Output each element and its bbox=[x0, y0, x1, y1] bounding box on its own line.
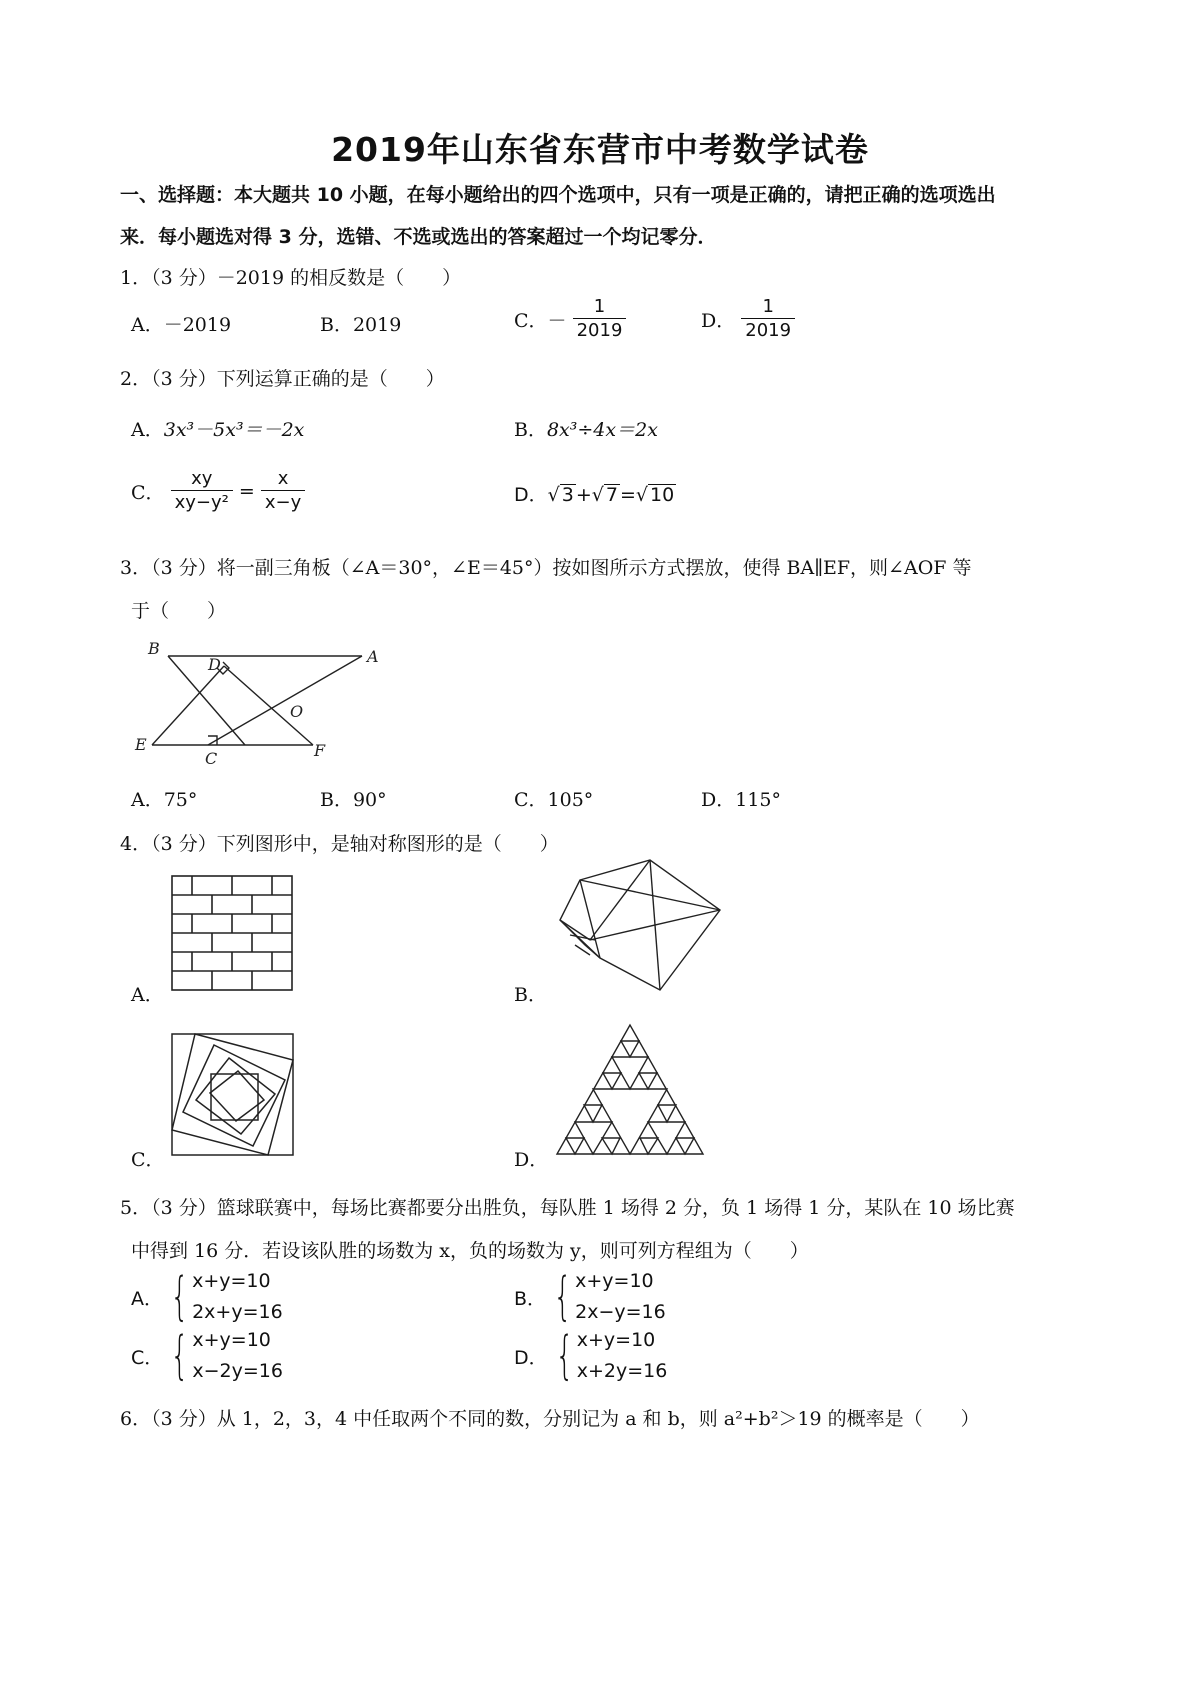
q2-c-num1: xy bbox=[191, 468, 213, 489]
q1-c-denominator: 2019 bbox=[573, 318, 627, 343]
q2-d-plus: + bbox=[575, 484, 592, 506]
brace-icon: { bbox=[170, 1326, 189, 1386]
q1-d-denominator: 2019 bbox=[741, 318, 795, 343]
q2-d-radicand-2: 7 bbox=[605, 484, 618, 506]
q1-option-a: A．－2019 bbox=[131, 314, 232, 336]
q5-c-eq1: x+y=10 bbox=[192, 1329, 271, 1351]
brace-icon: { bbox=[555, 1326, 574, 1386]
q5-option-c bbox=[131, 1325, 283, 1387]
q5-c-system bbox=[131, 1325, 283, 1387]
brace-icon: { bbox=[553, 1267, 572, 1327]
q5-option-b bbox=[514, 1266, 666, 1328]
q5-d-label: D． bbox=[514, 1346, 548, 1369]
q5-d-eq2: x+2y=16 bbox=[576, 1360, 668, 1382]
q5-b-system bbox=[514, 1266, 666, 1328]
q4-stem: 4．（3 分）下列图形中，是轴对称图形的是（ ） bbox=[120, 833, 559, 855]
q2-option-b-label: B． bbox=[514, 419, 547, 441]
brace-icon: { bbox=[170, 1267, 189, 1327]
q3-stem-line1: 3．（3 分）将一副三角板（∠A＝30°，∠E＝45°）按如图所示方式摆放，使得 BA∥EF，则∠AOF 等 bbox=[120, 557, 972, 579]
q5-a-eq1: x+y=10 bbox=[192, 1270, 271, 1292]
q5-c-lines bbox=[192, 1325, 283, 1387]
label-c: C bbox=[205, 749, 218, 768]
q5-option-a bbox=[131, 1266, 283, 1328]
q2-option-a-label: A． bbox=[131, 419, 164, 441]
q5-d-system bbox=[514, 1325, 667, 1387]
q5-b-eq2: 2x−y=16 bbox=[575, 1301, 666, 1323]
q5-option-d bbox=[514, 1325, 667, 1387]
q2-d-radicand-3: 10 bbox=[650, 484, 675, 506]
q2-stem: 2．（3 分）下列运算正确的是（ ） bbox=[120, 368, 445, 390]
q2-option-b-expr: 8x³÷4x＝2x bbox=[546, 419, 658, 441]
q5-c-label: C． bbox=[131, 1346, 164, 1369]
q5-d-lines bbox=[577, 1325, 668, 1387]
q2-option-d-label: D． bbox=[514, 484, 548, 506]
section-heading-line2: 来．每小题选对得 3 分，选错、不选或选出的答案超过一个均记零分． bbox=[120, 226, 717, 248]
q3-option-c: C．105° bbox=[514, 789, 594, 811]
q5-a-lines bbox=[192, 1266, 283, 1328]
q3-option-a: A．75° bbox=[131, 789, 198, 811]
q2-option-d: D．√ 3 +√ 7 =√ 10 bbox=[514, 484, 675, 506]
q1-option-d-label: D． bbox=[701, 310, 736, 332]
q4-option-b: B． bbox=[514, 984, 547, 1006]
q5-b-lines bbox=[575, 1266, 666, 1328]
q4-option-d: D． bbox=[514, 1149, 549, 1171]
q3-option-d: D．115° bbox=[701, 789, 781, 811]
label-a: A bbox=[367, 647, 379, 666]
q1-d-numerator: 1 bbox=[762, 296, 774, 317]
q2-option-a-expr: 3x³－5x³＝－2x bbox=[163, 419, 305, 441]
section-heading-line1: 一、选择题：本大题共 10 小题，在每小题给出的四个选项中，只有一项是正确的，请把正确的选项选出 bbox=[120, 184, 996, 206]
q4-option-a: A． bbox=[131, 984, 164, 1006]
q2-c-den1: xy−y² bbox=[171, 490, 233, 515]
q2-c-equals: = bbox=[238, 480, 255, 503]
q1-option-b: B．2019 bbox=[320, 314, 402, 336]
q4-option-c: C． bbox=[131, 1149, 165, 1171]
q1-c-numerator: 1 bbox=[593, 296, 606, 317]
q5-d-eq1: x+y=10 bbox=[576, 1329, 656, 1351]
q6-stem: 6．（3 分）从 1，2，3，4 中任取两个不同的数，分别记为 a 和 b，则 a²+b²＞19 的概率是（ ） bbox=[120, 1408, 980, 1430]
q2-d-equals: = bbox=[619, 484, 636, 506]
q1-option-c-label: C．－ bbox=[514, 310, 567, 332]
page-title: 2019年山东省东营市中考数学试卷 bbox=[331, 130, 869, 169]
q5-a-system bbox=[131, 1266, 283, 1328]
label-b: B bbox=[148, 639, 160, 658]
q2-d-radicand-1: 3 bbox=[561, 484, 574, 506]
q2-c-num2: x bbox=[277, 468, 289, 489]
q5-stem-line1: 5．（3 分）篮球联赛中，每场比赛都要分出胜负，每队胜 1 场得 2 分，负 1 场得 1 分，某队在 10 场比赛 bbox=[120, 1197, 1015, 1219]
q1-stem: 1．（3 分）－2019 的相反数是（ ） bbox=[120, 267, 462, 289]
q5-stem-line2: 中得到 16 分．若设该队胜的场数为 x，负的场数为 y，则可列方程组为（ ） bbox=[131, 1240, 809, 1262]
q2-option-c-label: C． bbox=[131, 482, 165, 504]
q3-option-b: B．90° bbox=[320, 789, 387, 811]
q5-b-eq1: x+y=10 bbox=[575, 1270, 654, 1292]
label-o: O bbox=[290, 702, 304, 721]
label-d: D bbox=[208, 655, 221, 674]
label-f: F bbox=[314, 741, 326, 760]
q5-a-eq2: 2x+y=16 bbox=[192, 1301, 283, 1323]
q3-stem-line2: 于（ ） bbox=[131, 600, 227, 622]
q5-a-label: A． bbox=[131, 1287, 163, 1310]
q2-c-den2: x−y bbox=[261, 490, 305, 515]
q5-b-label: B． bbox=[514, 1287, 547, 1310]
q5-c-eq2: x−2y=16 bbox=[192, 1360, 283, 1382]
label-e: E bbox=[135, 735, 147, 754]
